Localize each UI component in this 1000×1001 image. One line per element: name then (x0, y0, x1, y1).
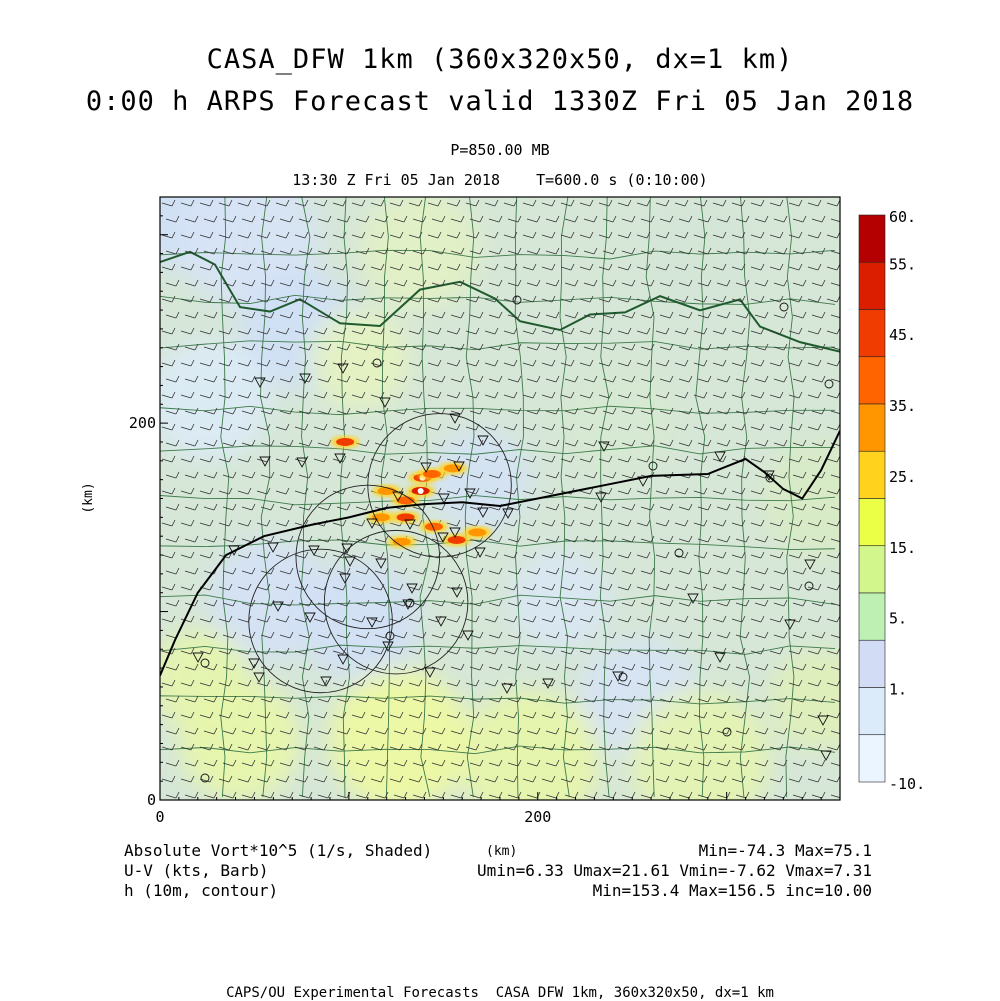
shading-blob (330, 670, 470, 810)
y-tick-label: 0 (146, 791, 156, 809)
shading-blob (150, 340, 270, 460)
credit-line: CAPS/OU Experimental Forecasts CASA DFW 1km, 360x320x50, dx=1 km (226, 985, 774, 1001)
colorbar-label: 5. (889, 609, 908, 628)
pressure-level: P=850.00 MB (450, 141, 550, 159)
colorbar-swatch (859, 688, 885, 735)
vorticity-core (336, 438, 354, 446)
colorbar-swatch (859, 593, 885, 640)
field-label-height: h (10m, contour) (124, 881, 279, 900)
colorbar-label: 25. (889, 467, 917, 486)
colorbar-swatch (859, 404, 885, 451)
colorbar-label: 1. (889, 680, 908, 699)
colorbar-label: -10. (889, 775, 926, 793)
field-label-wind: U-V (kts, Barb) (124, 861, 269, 880)
wind-minmax: Umin=6.33 Umax=21.61 Vmin=-7.62 Vmax=7.31 (477, 861, 872, 880)
vorticity-core (372, 513, 390, 521)
x-axis-label: (km) (486, 844, 518, 859)
vorticity-core (468, 528, 486, 536)
chart-subtitle: 0:00 h ARPS Forecast valid 1330Z Fri 05 Jan 2018 (85, 86, 915, 117)
colorbar-swatch (859, 357, 885, 404)
chart-title: CASA_DFW 1km (360x320x50, dx=1 km) (206, 44, 794, 75)
colorbar-label: 55. (889, 255, 917, 274)
shading-blob (650, 210, 750, 310)
y-tick-label: 200 (128, 414, 156, 433)
colorbar-swatch (859, 310, 885, 357)
colorbar-swatch (859, 451, 885, 498)
colorbar-label: 15. (889, 538, 917, 557)
field-label-vorticity: Absolute Vort*10^5 (1/s, Shaded) (124, 841, 433, 860)
height-minmax: Min=153.4 Max=156.5 inc=10.00 (592, 881, 872, 900)
colorbar-label: 45. (889, 326, 917, 345)
vorticity-peak (418, 488, 424, 494)
colorbar-swatch (859, 640, 885, 687)
shading-blob (560, 360, 680, 480)
colorbar-swatch (859, 215, 885, 262)
vorticity-minmax: Min=-74.3 Max=75.1 (698, 841, 872, 860)
colorbar-swatch (859, 735, 885, 782)
colorbar-swatch (859, 546, 885, 593)
valid-time: 13:30 Z Fri 05 Jan 2018 T=600.0 s (0:10:00) (292, 171, 708, 189)
shading-blob (360, 190, 480, 310)
vorticity-core (378, 487, 396, 495)
colorbar-label: 35. (889, 397, 917, 415)
x-tick-label: 0 (155, 808, 165, 826)
colorbar-label: 60. (889, 208, 917, 226)
colorbar (859, 208, 925, 793)
y-axis-label: (km) (81, 482, 96, 514)
plot-area (125, 150, 880, 830)
colorbar-swatch (859, 499, 885, 546)
vorticity-core (448, 536, 466, 544)
colorbar-swatch (859, 262, 885, 309)
x-tick-label: 200 (524, 808, 552, 826)
